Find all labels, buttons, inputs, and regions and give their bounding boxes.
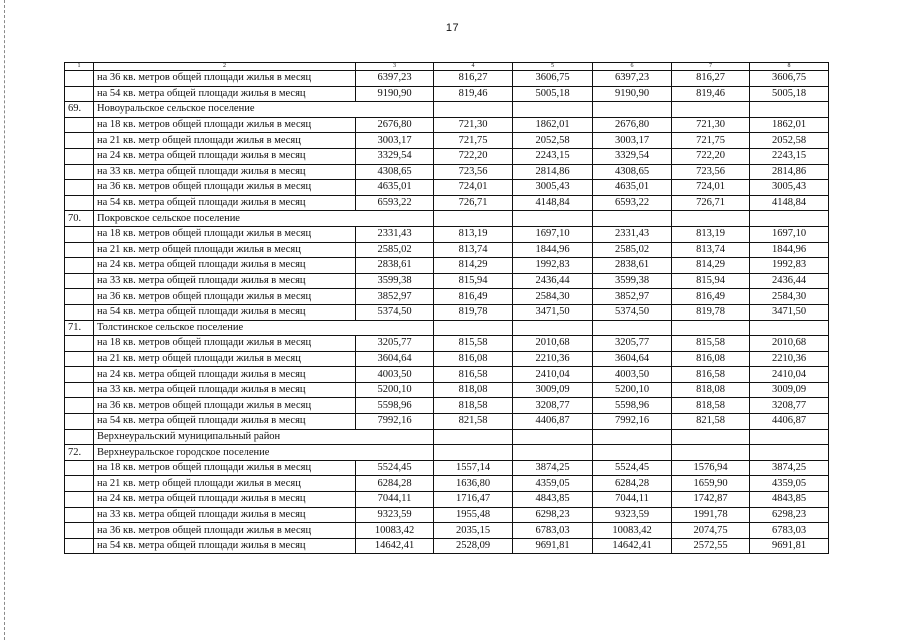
value-cell: 2838,61 [356, 258, 434, 274]
empty-cell [513, 102, 593, 118]
value-cell: 1716,47 [434, 492, 513, 508]
row-label: на 54 кв. метра общей площади жилья в месяц [94, 195, 356, 211]
value-cell: 2436,44 [750, 273, 829, 289]
value-cell: 2210,36 [513, 351, 593, 367]
column-header-row [65, 63, 829, 71]
row-number-cell [65, 460, 94, 476]
value-cell: 4148,84 [513, 195, 593, 211]
value-cell: 3852,97 [593, 289, 672, 305]
value-cell: 3599,38 [356, 273, 434, 289]
value-cell: 722,20 [672, 148, 750, 164]
value-cell: 4635,01 [356, 180, 434, 196]
value-cell: 1659,90 [672, 476, 750, 492]
value-cell: 6298,23 [513, 507, 593, 523]
value-cell: 9691,81 [513, 538, 593, 554]
empty-cell [672, 102, 750, 118]
value-cell: 3874,25 [513, 460, 593, 476]
value-cell: 726,71 [434, 195, 513, 211]
row-label: на 24 кв. метра общей площади жилья в месяц [94, 367, 356, 383]
value-cell: 815,94 [434, 273, 513, 289]
value-cell: 1742,87 [672, 492, 750, 508]
value-cell: 4843,85 [750, 492, 829, 508]
value-cell: 816,49 [434, 289, 513, 305]
column-header: 2 [94, 63, 356, 71]
value-cell: 1862,01 [750, 117, 829, 133]
row-number-cell [65, 507, 94, 523]
value-cell: 10083,42 [593, 523, 672, 539]
row-number-cell [65, 148, 94, 164]
value-cell: 816,08 [672, 351, 750, 367]
empty-cell [672, 445, 750, 461]
column-header: 6 [593, 63, 672, 71]
value-cell: 1557,14 [434, 460, 513, 476]
value-cell: 816,49 [672, 289, 750, 305]
row-label: на 21 кв. метр общей площади жилья в месяц [94, 133, 356, 149]
value-cell: 3604,64 [356, 351, 434, 367]
value-cell: 5598,96 [593, 398, 672, 414]
value-cell: 818,58 [672, 398, 750, 414]
value-cell: 813,19 [672, 226, 750, 242]
row-label: на 36 кв. метров общей площади жилья в месяц [94, 180, 356, 196]
value-cell: 721,75 [434, 133, 513, 149]
table-row [65, 258, 829, 274]
value-cell: 1697,10 [513, 226, 593, 242]
empty-cell [434, 211, 513, 227]
row-label: на 18 кв. метров общей площади жилья в месяц [94, 117, 356, 133]
value-cell: 721,30 [434, 117, 513, 133]
table-row [65, 164, 829, 180]
value-cell: 2052,58 [513, 133, 593, 149]
value-cell: 2572,55 [672, 538, 750, 554]
row-label: на 21 кв. метр общей площади жилья в месяц [94, 476, 356, 492]
value-cell: 726,71 [672, 195, 750, 211]
value-cell: 813,19 [434, 226, 513, 242]
value-cell: 819,46 [672, 86, 750, 102]
value-cell: 2838,61 [593, 258, 672, 274]
value-cell: 2585,02 [356, 242, 434, 258]
value-cell: 3003,17 [593, 133, 672, 149]
value-cell: 3009,09 [513, 382, 593, 398]
value-cell: 2243,15 [750, 148, 829, 164]
value-cell: 816,27 [434, 71, 513, 87]
value-cell: 724,01 [434, 180, 513, 196]
value-cell: 3606,75 [750, 71, 829, 87]
value-cell: 6284,28 [593, 476, 672, 492]
value-cell: 816,58 [434, 367, 513, 383]
value-cell: 9190,90 [356, 86, 434, 102]
empty-cell [750, 429, 829, 445]
empty-cell [434, 429, 513, 445]
value-cell: 4003,50 [593, 367, 672, 383]
table-row [65, 273, 829, 289]
row-number-cell [65, 538, 94, 554]
table-row [65, 133, 829, 149]
value-cell: 3003,17 [356, 133, 434, 149]
section-title: Верхнеуральское городское поселение [94, 445, 434, 461]
row-number-cell [65, 523, 94, 539]
value-cell: 3205,77 [356, 336, 434, 352]
value-cell: 4843,85 [513, 492, 593, 508]
value-cell: 819,46 [434, 86, 513, 102]
value-cell: 2210,36 [750, 351, 829, 367]
value-cell: 815,58 [434, 336, 513, 352]
value-cell: 3208,77 [750, 398, 829, 414]
value-cell: 1992,83 [513, 258, 593, 274]
value-cell: 4635,01 [593, 180, 672, 196]
row-label: на 54 кв. метра общей площади жилья в месяц [94, 86, 356, 102]
value-cell: 3329,54 [593, 148, 672, 164]
row-label: на 33 кв. метра общей площади жилья в месяц [94, 273, 356, 289]
row-label: на 18 кв. метров общей площади жилья в месяц [94, 336, 356, 352]
value-cell: 815,58 [672, 336, 750, 352]
column-header: 1 [65, 63, 94, 71]
row-number-cell [65, 71, 94, 87]
tariff-table [64, 62, 829, 554]
column-header: 7 [672, 63, 750, 71]
value-cell: 819,78 [672, 304, 750, 320]
value-cell: 2814,86 [513, 164, 593, 180]
value-cell: 3329,54 [356, 148, 434, 164]
empty-cell [593, 102, 672, 118]
row-number-cell [65, 242, 94, 258]
section-row [65, 211, 829, 227]
empty-cell [672, 429, 750, 445]
value-cell: 818,08 [434, 382, 513, 398]
row-label: на 36 кв. метров общей площади жилья в месяц [94, 398, 356, 414]
value-cell: 2243,15 [513, 148, 593, 164]
value-cell: 2074,75 [672, 523, 750, 539]
value-cell: 5598,96 [356, 398, 434, 414]
table-row [65, 117, 829, 133]
value-cell: 2585,02 [593, 242, 672, 258]
value-cell: 1844,96 [750, 242, 829, 258]
row-number-cell [65, 304, 94, 320]
row-number-cell [65, 195, 94, 211]
empty-cell [434, 445, 513, 461]
row-label: на 54 кв. метра общей площади жилья в месяц [94, 414, 356, 430]
value-cell: 6298,23 [750, 507, 829, 523]
value-cell: 2676,80 [593, 117, 672, 133]
value-cell: 5200,10 [356, 382, 434, 398]
value-cell: 1576,94 [672, 460, 750, 476]
value-cell: 4308,65 [356, 164, 434, 180]
value-cell: 3005,43 [750, 180, 829, 196]
row-number-cell [65, 164, 94, 180]
table-row [65, 398, 829, 414]
row-number-cell [65, 133, 94, 149]
table-row [65, 492, 829, 508]
value-cell: 5524,45 [593, 460, 672, 476]
value-cell: 6397,23 [356, 71, 434, 87]
empty-cell [513, 320, 593, 336]
page-number: 17 [445, 22, 460, 34]
empty-cell [434, 102, 513, 118]
value-cell: 1862,01 [513, 117, 593, 133]
value-cell: 1697,10 [750, 226, 829, 242]
value-cell: 1844,96 [513, 242, 593, 258]
section-title: Новоуральское сельское поселение [94, 102, 434, 118]
value-cell: 5524,45 [356, 460, 434, 476]
value-cell: 1992,83 [750, 258, 829, 274]
row-label: на 21 кв. метр общей площади жилья в месяц [94, 351, 356, 367]
value-cell: 721,75 [672, 133, 750, 149]
value-cell: 2331,43 [593, 226, 672, 242]
row-number-cell [65, 492, 94, 508]
row-number-cell [65, 117, 94, 133]
district-row [65, 429, 829, 445]
value-cell: 4406,87 [750, 414, 829, 430]
row-number-cell [65, 429, 94, 445]
row-number-cell [65, 398, 94, 414]
table-row [65, 180, 829, 196]
row-label: на 33 кв. метра общей площади жилья в месяц [94, 382, 356, 398]
row-number-cell [65, 336, 94, 352]
value-cell: 9323,59 [356, 507, 434, 523]
empty-cell [672, 211, 750, 227]
column-header: 5 [513, 63, 593, 71]
section-number: 69. [65, 102, 94, 118]
row-label: на 54 кв. метра общей площади жилья в месяц [94, 538, 356, 554]
table-row [65, 86, 829, 102]
column-header: 8 [750, 63, 829, 71]
table-row [65, 226, 829, 242]
value-cell: 9323,59 [593, 507, 672, 523]
value-cell: 2410,04 [513, 367, 593, 383]
empty-cell [434, 320, 513, 336]
table-row [65, 304, 829, 320]
value-cell: 818,58 [434, 398, 513, 414]
row-label: на 33 кв. метра общей площади жилья в месяц [94, 507, 356, 523]
table-row [65, 71, 829, 87]
value-cell: 2676,80 [356, 117, 434, 133]
value-cell: 2410,04 [750, 367, 829, 383]
row-number-cell [65, 414, 94, 430]
section-title: Покровское сельское поселение [94, 211, 434, 227]
value-cell: 722,20 [434, 148, 513, 164]
value-cell: 5005,18 [513, 86, 593, 102]
value-cell: 5374,50 [593, 304, 672, 320]
section-number: 71. [65, 320, 94, 336]
row-label: на 24 кв. метра общей площади жилья в месяц [94, 258, 356, 274]
table-row [65, 523, 829, 539]
value-cell: 3009,09 [750, 382, 829, 398]
value-cell: 2584,30 [750, 289, 829, 305]
value-cell: 723,56 [434, 164, 513, 180]
value-cell: 7044,11 [356, 492, 434, 508]
value-cell: 6284,28 [356, 476, 434, 492]
table-row [65, 538, 829, 554]
row-number-cell [65, 258, 94, 274]
value-cell: 7044,11 [593, 492, 672, 508]
value-cell: 3005,43 [513, 180, 593, 196]
value-cell: 7992,16 [356, 414, 434, 430]
value-cell: 815,94 [672, 273, 750, 289]
value-cell: 9190,90 [593, 86, 672, 102]
row-label: на 36 кв. метров общей площади жилья в месяц [94, 523, 356, 539]
table-row [65, 148, 829, 164]
value-cell: 6397,23 [593, 71, 672, 87]
section-number: 70. [65, 211, 94, 227]
value-cell: 14642,41 [356, 538, 434, 554]
row-number-cell [65, 180, 94, 196]
value-cell: 2528,09 [434, 538, 513, 554]
value-cell: 1955,48 [434, 507, 513, 523]
value-cell: 4406,87 [513, 414, 593, 430]
value-cell: 6783,03 [513, 523, 593, 539]
row-number-cell [65, 382, 94, 398]
row-label: на 36 кв. метров общей площади жилья в месяц [94, 71, 356, 87]
row-label: на 54 кв. метра общей площади жилья в месяц [94, 304, 356, 320]
value-cell: 3606,75 [513, 71, 593, 87]
value-cell: 2436,44 [513, 273, 593, 289]
row-label: на 18 кв. метров общей площади жилья в месяц [94, 226, 356, 242]
value-cell: 3205,77 [593, 336, 672, 352]
section-row [65, 445, 829, 461]
value-cell: 813,74 [434, 242, 513, 258]
value-cell: 821,58 [672, 414, 750, 430]
value-cell: 821,58 [434, 414, 513, 430]
empty-cell [750, 445, 829, 461]
section-row [65, 320, 829, 336]
table-row [65, 195, 829, 211]
value-cell: 819,78 [434, 304, 513, 320]
value-cell: 723,56 [672, 164, 750, 180]
empty-cell [513, 429, 593, 445]
table-row [65, 351, 829, 367]
value-cell: 4003,50 [356, 367, 434, 383]
value-cell: 2035,15 [434, 523, 513, 539]
empty-cell [750, 320, 829, 336]
value-cell: 3874,25 [750, 460, 829, 476]
value-cell: 818,08 [672, 382, 750, 398]
value-cell: 3599,38 [593, 273, 672, 289]
table-row [65, 460, 829, 476]
empty-cell [513, 445, 593, 461]
column-header: 4 [434, 63, 513, 71]
value-cell: 6783,03 [750, 523, 829, 539]
row-number-cell [65, 351, 94, 367]
row-number-cell [65, 367, 94, 383]
empty-cell [593, 445, 672, 461]
empty-cell [513, 211, 593, 227]
value-cell: 4148,84 [750, 195, 829, 211]
value-cell: 4359,05 [513, 476, 593, 492]
value-cell: 3208,77 [513, 398, 593, 414]
value-cell: 1991,78 [672, 507, 750, 523]
row-number-cell [65, 289, 94, 305]
row-label: на 33 кв. метра общей площади жилья в месяц [94, 164, 356, 180]
value-cell: 3471,50 [750, 304, 829, 320]
table-body [65, 63, 829, 554]
row-label: на 18 кв. метров общей площади жилья в месяц [94, 460, 356, 476]
table-row [65, 336, 829, 352]
value-cell: 814,29 [434, 258, 513, 274]
row-number-cell [65, 86, 94, 102]
table-row [65, 242, 829, 258]
empty-cell [593, 429, 672, 445]
table-row [65, 382, 829, 398]
value-cell: 2010,68 [750, 336, 829, 352]
value-cell: 2584,30 [513, 289, 593, 305]
row-number-cell [65, 226, 94, 242]
value-cell: 3852,97 [356, 289, 434, 305]
value-cell: 2010,68 [513, 336, 593, 352]
row-label: на 21 кв. метр общей площади жилья в месяц [94, 242, 356, 258]
value-cell: 5374,50 [356, 304, 434, 320]
section-title: Толстинское сельское поселение [94, 320, 434, 336]
row-label: на 36 кв. метров общей площади жилья в месяц [94, 289, 356, 305]
value-cell: 10083,42 [356, 523, 434, 539]
value-cell: 4308,65 [593, 164, 672, 180]
empty-cell [750, 211, 829, 227]
empty-cell [672, 320, 750, 336]
empty-cell [750, 102, 829, 118]
empty-cell [593, 320, 672, 336]
section-row [65, 102, 829, 118]
value-cell: 14642,41 [593, 538, 672, 554]
value-cell: 3471,50 [513, 304, 593, 320]
row-label: на 24 кв. метра общей площади жилья в месяц [94, 148, 356, 164]
section-number: 72. [65, 445, 94, 461]
value-cell: 5005,18 [750, 86, 829, 102]
value-cell: 7992,16 [593, 414, 672, 430]
value-cell: 816,08 [434, 351, 513, 367]
table-row [65, 367, 829, 383]
row-number-cell [65, 273, 94, 289]
column-header: 3 [356, 63, 434, 71]
value-cell: 816,27 [672, 71, 750, 87]
row-number-cell [65, 476, 94, 492]
table-row [65, 289, 829, 305]
value-cell: 6593,22 [593, 195, 672, 211]
value-cell: 813,74 [672, 242, 750, 258]
empty-cell [593, 211, 672, 227]
value-cell: 2814,86 [750, 164, 829, 180]
value-cell: 816,58 [672, 367, 750, 383]
value-cell: 6593,22 [356, 195, 434, 211]
value-cell: 1636,80 [434, 476, 513, 492]
value-cell: 9691,81 [750, 538, 829, 554]
district-title: Верхнеуральский муниципальный район [94, 429, 434, 445]
value-cell: 3604,64 [593, 351, 672, 367]
table-row [65, 414, 829, 430]
table-row [65, 476, 829, 492]
value-cell: 5200,10 [593, 382, 672, 398]
value-cell: 721,30 [672, 117, 750, 133]
value-cell: 2052,58 [750, 133, 829, 149]
table-row [65, 507, 829, 523]
row-label: на 24 кв. метра общей площади жилья в месяц [94, 492, 356, 508]
value-cell: 2331,43 [356, 226, 434, 242]
binding-margin-line [4, 0, 5, 640]
value-cell: 724,01 [672, 180, 750, 196]
value-cell: 4359,05 [750, 476, 829, 492]
value-cell: 814,29 [672, 258, 750, 274]
